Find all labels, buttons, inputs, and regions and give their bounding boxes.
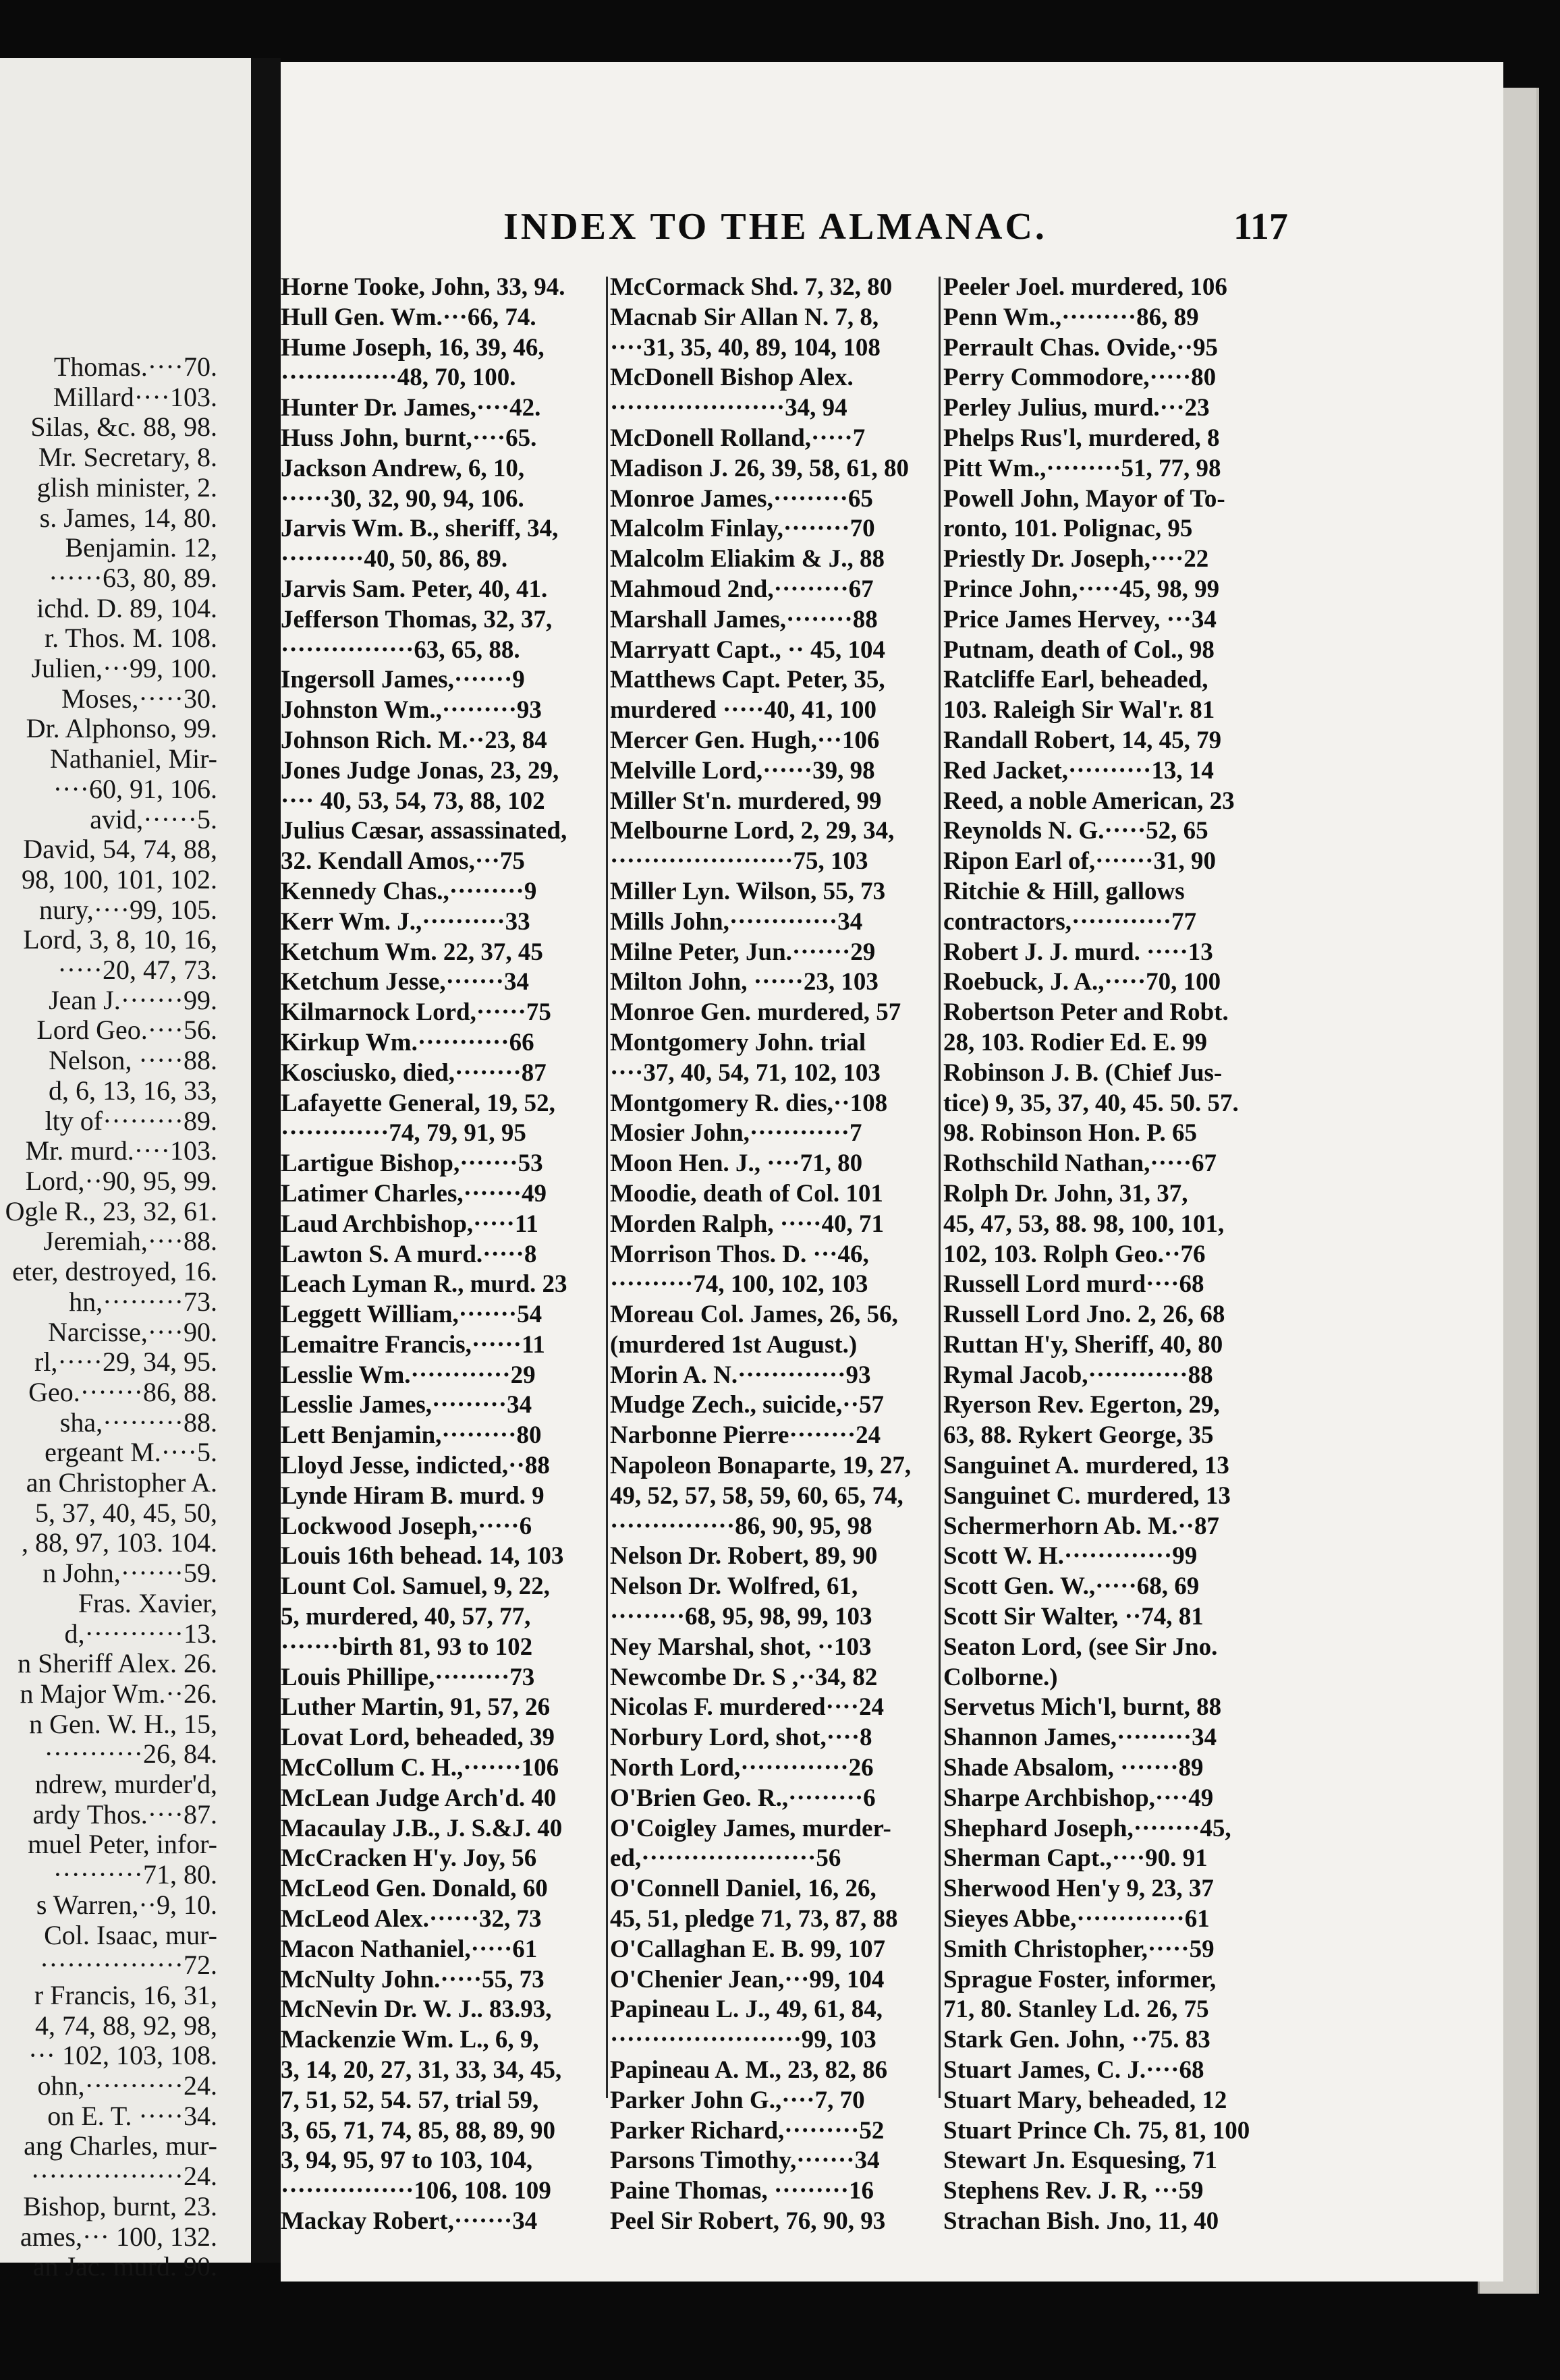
index-entry: Marryatt Capt., ·· 45, 104: [610, 635, 885, 664]
index-entry: O'Chenier Jean,···99, 104: [610, 1965, 885, 1993]
index-entry: Silas, &c. 88, 98.: [30, 412, 217, 443]
page-number: 117: [1233, 206, 1288, 248]
index-entry: Thomas.····70.: [53, 351, 217, 382]
index-entry: 45, 51, pledge 71, 73, 87, 88: [610, 1905, 898, 1933]
index-entry: s Warren,··9, 10.: [36, 1889, 217, 1920]
index-entry: Benjamin. 12,: [65, 532, 217, 563]
index-entry: Lynde Hiram B. murd. 9: [281, 1481, 545, 1510]
index-entry: Matthews Capt. Peter, 35,: [610, 666, 885, 694]
index-entry: Madison J. 26, 39, 58, 61, 80: [610, 454, 910, 482]
index-entry: David, 54, 74, 88,: [23, 834, 217, 865]
index-entry: Stuart Prince Ch. 75, 81, 100: [943, 2116, 1250, 2145]
index-entry: Ripon Earl of,·······31, 90: [943, 847, 1216, 876]
index-entry: Hull Gen. Wm.···66, 74.: [281, 303, 536, 331]
index-entry: Louis 16th behead. 14, 103: [281, 1542, 564, 1570]
index-entry: Milne Peter, Jun.·······29: [610, 938, 876, 966]
index-entry: Sprague Foster, informer,: [943, 1965, 1217, 1993]
index-entry: Stark Gen. John, ··75. 83: [943, 2026, 1210, 2054]
index-entry: Jefferson Thomas, 32, 37,: [281, 605, 553, 633]
index-entry: Perley Julius, murd.···23: [943, 394, 1210, 422]
index-entry: Ratcliffe Earl, beheaded,: [943, 666, 1208, 694]
index-entry: ····37, 40, 54, 71, 102, 103: [610, 1058, 881, 1087]
index-entry: Stewart Jn. Esquesing, 71: [943, 2147, 1218, 2175]
index-entry: n Gen. W. H., 15,: [29, 1708, 217, 1739]
index-entry: ed,·····················56: [610, 1844, 841, 1873]
index-entry: s. James, 14, 80.: [39, 502, 217, 533]
index-entry: ················63, 65, 88.: [281, 635, 520, 664]
index-entry: 102, 103. Rolph Geo.··76: [943, 1240, 1206, 1268]
index-entry: Morrison Thos. D. ···46,: [610, 1240, 869, 1268]
index-entry: 71, 80. Stanley Ld. 26, 75: [943, 1995, 1209, 2024]
index-entry: ergeant M.····5.: [45, 1437, 217, 1468]
index-entry: Perry Commodore,·····80: [943, 364, 1217, 392]
index-entry: ··· 102, 103, 108.: [28, 2040, 217, 2071]
index-entry: Malcolm Eliakim & J., 88: [610, 545, 885, 573]
index-entry: Monroe James,·········65: [610, 484, 873, 513]
left-page: [0, 58, 251, 2282]
index-entry: O'Callaghan E. B. 99, 107: [610, 1935, 886, 1963]
index-entry: Mackay Robert,·······34: [281, 2207, 538, 2235]
index-entry: 3, 14, 20, 27, 31, 33, 34, 45,: [281, 2056, 562, 2085]
index-entry: Kennedy Chas.,·········9: [281, 877, 537, 905]
index-entry: Milton John, ······23, 103: [610, 968, 879, 996]
index-entry: Lesslie Wm.············29: [281, 1361, 536, 1389]
index-entry: Norbury Lord, shot,····8: [610, 1724, 872, 1752]
index-entry: Rymal Jacob,············88: [943, 1361, 1213, 1389]
index-entry: Moses,·····30.: [61, 683, 217, 714]
book-gutter: [251, 58, 281, 2263]
index-entry: Red Jacket,··········13, 14: [943, 756, 1214, 785]
index-entry: Lartigue Bishop,·······53: [281, 1150, 543, 1178]
index-entry: Miller St'n. murdered, 99: [610, 787, 882, 815]
index-entry: Shephard Joseph,········45,: [943, 1814, 1231, 1842]
index-entry: Latimer Charles,·······49: [281, 1179, 547, 1208]
index-entry: Robertson Peter and Robt.: [943, 998, 1229, 1027]
index-entry: lty of·········89.: [45, 1105, 217, 1136]
index-entry: Servetus Mich'l, burnt, 88: [943, 1693, 1222, 1722]
index-entry: Nelson Dr. Wolfred, 61,: [610, 1572, 858, 1601]
index-entry: Priestly Dr. Joseph,····22: [943, 545, 1209, 573]
index-entry: Lemaitre Francis,······11: [281, 1330, 545, 1359]
index-entry: Mosier John,············7: [610, 1119, 862, 1148]
index-entry: Morden Ralph, ·····40, 71: [610, 1210, 885, 1238]
index-entry: Mackenzie Wm. L., 6, 9,: [281, 2026, 539, 2054]
index-entry: Lord Geo.····56.: [36, 1015, 217, 1046]
index-entry: Parker Richard,·········52: [610, 2116, 885, 2145]
index-entry: Mills John,·············34: [610, 907, 863, 936]
index-entry: ················106, 108. 109: [281, 2177, 551, 2205]
index-entry: Macnab Sir Allan N. 7, 8,: [610, 303, 879, 331]
index-entry: Napoleon Bonaparte, 19, 27,: [610, 1452, 912, 1480]
index-entry: Price James Hervey, ···34: [943, 605, 1217, 633]
index-entry: Kilmarnock Lord,······75: [281, 998, 551, 1027]
index-entry: Dr. Alphonso, 99.: [26, 713, 217, 744]
index-entry: eter, destroyed, 16.: [12, 1256, 217, 1287]
index-entry: McCollum C. H.,·······106: [281, 1754, 559, 1782]
index-entry: ···············86, 90, 95, 98: [610, 1512, 872, 1540]
index-entry: Lett Benjamin,·········80: [281, 1421, 542, 1450]
index-entry: Jarvis Sam. Peter, 40, 41.: [281, 575, 548, 603]
index-column-3: [943, 273, 1266, 2237]
index-entry: Moon Hen. J., ····71, 80: [610, 1150, 863, 1178]
index-entry: Sieyes Abbe,·············61: [943, 1905, 1210, 1933]
index-entry: Mr. murd.····103.: [25, 1135, 217, 1166]
index-entry: Schermerhorn Ab. M.··87: [943, 1512, 1220, 1540]
index-entry: avid,······5.: [90, 803, 217, 834]
index-column-1: [281, 273, 603, 2237]
index-entry: Ney Marshal, shot, ··103: [610, 1633, 872, 1661]
index-entry: Fras. Xavier,: [78, 1587, 217, 1618]
index-entry: Hunter Dr. James,····42.: [281, 394, 541, 422]
index-entry: Strachan Bish. Jno, 11, 40: [943, 2207, 1219, 2235]
index-entry: Stuart Mary, beheaded, 12: [943, 2086, 1227, 2114]
index-entry: Miller Lyn. Wilson, 55, 73: [610, 877, 886, 905]
index-entry: ·····20, 47, 73.: [57, 955, 217, 986]
index-entry: 28, 103. Rodier Ed. E. 99: [943, 1028, 1207, 1056]
index-entry: McCracken H'y. Joy, 56: [281, 1844, 537, 1873]
index-entry: Scott Gen. W.,·····68, 69: [943, 1572, 1200, 1601]
index-entry: Mr. Secretary, 8.: [38, 442, 217, 473]
index-entry: Ruttan H'y, Sheriff, 40, 80: [943, 1330, 1223, 1359]
index-entry: North Lord,·············26: [610, 1754, 874, 1782]
left-page-text: [5, 352, 217, 2282]
column-divider: [939, 277, 941, 2098]
index-entry: Ryerson Rev. Egerton, 29,: [943, 1391, 1220, 1419]
index-entry: rl,·····29, 34, 95.: [34, 1347, 217, 1378]
index-entry: McDonell Rolland,·····7: [610, 424, 866, 452]
index-entry: McNulty John.·····55, 73: [281, 1965, 545, 1993]
index-entry: ······63, 80, 89.: [49, 562, 217, 593]
index-entry: Mahmoud 2nd,·········67: [610, 575, 874, 603]
index-entry: Millard····103.: [53, 381, 217, 412]
index-entry: McLeod Alex.······32, 73: [281, 1905, 542, 1933]
index-entry: Lovat Lord, beheaded, 39: [281, 1724, 555, 1752]
index-entry: Huss John, burnt,····65.: [281, 424, 537, 452]
index-entry: Johnston Wm.,·········93: [281, 696, 542, 725]
index-entry: Ingersoll James,·······9: [281, 666, 525, 694]
index-entry: 98. Robinson Hon. P. 65: [943, 1119, 1197, 1148]
index-entry: Narbonne Pierre········24: [610, 1421, 881, 1450]
index-entry: Shade Absalom, ·······89: [943, 1754, 1204, 1782]
index-entry: Sanguinet A. murdered, 13: [943, 1452, 1229, 1480]
index-entry: r. Thos. M. 108.: [45, 623, 217, 654]
index-entry: Lord,··90, 95, 99.: [25, 1165, 217, 1196]
index-entry: Montgomery John. trial: [610, 1028, 866, 1056]
index-entry: Leach Lyman R., murd. 23: [281, 1270, 567, 1299]
index-entry: Seaton Lord, (see Sir Jno.: [943, 1633, 1218, 1661]
index-entry: 3, 65, 71, 74, 85, 88, 89, 90: [281, 2116, 555, 2145]
index-entry: 3, 94, 95, 97 to 103, 104,: [281, 2147, 533, 2175]
index-entry: 98, 100, 101, 102.: [22, 863, 217, 895]
index-entry: d, 6, 13, 16, 33,: [49, 1075, 217, 1106]
index-entry: n Major Wm.··26.: [20, 1678, 217, 1709]
index-entry: Peel Sir Robert, 76, 90, 93: [610, 2207, 886, 2235]
index-entry: ··········74, 100, 102, 103: [610, 1270, 868, 1299]
index-entry: 4, 74, 88, 92, 98,: [35, 2010, 217, 2041]
index-entry: McDonell Bishop Alex.: [610, 364, 854, 392]
index-entry: Colborne.): [943, 1663, 1058, 1691]
index-entry: , 88, 97, 103. 104.: [22, 1527, 217, 1558]
index-entry: 49, 52, 57, 58, 59, 60, 65, 74,: [610, 1481, 903, 1510]
index-entry: Rothschild Nathan,·····67: [943, 1150, 1217, 1178]
index-entry: an Christopher A.: [26, 1467, 217, 1498]
index-entry: ··········40, 50, 86, 89.: [281, 545, 508, 573]
index-entry: Phelps Rus'l, murdered, 8: [943, 424, 1220, 452]
index-entry: ····60, 91, 106.: [53, 773, 217, 804]
index-entry: Randall Robert, 14, 45, 79: [943, 726, 1222, 754]
index-entry: ······30, 32, 90, 94, 106.: [281, 484, 524, 513]
index-entry: Rolph Dr. John, 31, 37,: [943, 1179, 1188, 1208]
index-entry: ·······················99, 103: [610, 2026, 876, 2054]
index-entry: Prince John,·····45, 98, 99: [943, 575, 1220, 603]
index-entry: Jarvis Wm. B., sheriff, 34,: [281, 515, 559, 543]
index-entry: Ogle R., 23, 32, 61.: [5, 1195, 217, 1226]
index-entry: Nathaniel, Mir-: [49, 743, 217, 774]
index-entry: ardy Thos.····87.: [32, 1798, 217, 1830]
index-column-2: [610, 273, 935, 2237]
index-entry: Reed, a noble American, 23: [943, 787, 1235, 815]
index-entry: ·············74, 79, 91, 95: [281, 1119, 526, 1148]
index-entry: ······················75, 103: [610, 847, 868, 876]
index-entry: O'Coigley James, murder-: [610, 1814, 891, 1842]
index-entry: Jackson Andrew, 6, 10,: [281, 454, 525, 482]
index-entry: Sherman Capt.,····90. 91: [943, 1844, 1208, 1873]
index-entry: Reynolds N. G.·····52, 65: [943, 817, 1208, 845]
index-entry: Lord, 3, 8, 10, 16,: [23, 924, 217, 955]
index-entry: Pitt Wm.,·········51, 77, 98: [943, 454, 1221, 482]
index-entry: Leggett William,·······54: [281, 1301, 542, 1329]
index-entry: Luther Martin, 91, 57, 26: [281, 1693, 551, 1722]
index-entry: Louis Phillipe,·········73: [281, 1663, 535, 1691]
index-entry: ohn,···········24.: [37, 2070, 217, 2101]
index-entry: 32. Kendall Amos,···75: [281, 847, 525, 876]
index-entry: Ritchie & Hill, gallows: [943, 877, 1185, 905]
index-entry: Putnam, death of Col., 98: [943, 635, 1215, 664]
index-entry: on E. T. ·····34.: [47, 2100, 217, 2131]
index-entry: Moodie, death of Col. 101: [610, 1179, 883, 1208]
index-entry: muel Peter, infor-: [28, 1829, 217, 1860]
index-entry: Julius Cæsar, assassinated,: [281, 817, 567, 845]
index-entry: Lesslie James,·········34: [281, 1391, 532, 1419]
index-entry: Montgomery R. dies,··108: [610, 1089, 888, 1117]
index-entry: Shannon James,·········34: [943, 1724, 1217, 1752]
index-entry: ames,··· 100, 132.: [20, 2221, 217, 2252]
index-entry: n Sheriff Alex. 26.: [18, 1648, 217, 1679]
index-entry: murdered ·····40, 41, 100: [610, 696, 877, 725]
index-entry: Papineau A. M., 23, 82, 86: [610, 2056, 888, 2085]
index-entry: Kerr Wm. J.,··········33: [281, 907, 530, 936]
page-title: INDEX TO THE ALMANAC.: [503, 206, 1047, 248]
index-entry: ··········71, 80.: [53, 1859, 217, 1890]
index-entry: Geo.·······86, 88.: [28, 1376, 217, 1407]
index-entry: Stuart James, C. J.····68: [943, 2056, 1204, 2085]
index-entry: ···········26, 84.: [44, 1738, 217, 1769]
index-entry: McNevin Dr. W. J.. 83.93,: [281, 1995, 552, 2024]
index-entry: an Jac. murd. 90.: [32, 2251, 217, 2282]
index-entry: ·········68, 95, 98, 99, 103: [610, 1603, 872, 1631]
index-entry: ····31, 35, 40, 89, 104, 108: [610, 333, 881, 362]
index-entry: Sanguinet C. murdered, 13: [943, 1481, 1231, 1510]
index-entry: 5, murdered, 40, 57, 77,: [281, 1603, 531, 1631]
index-entry: tice) 9, 35, 37, 40, 45. 50. 57.: [943, 1089, 1239, 1117]
index-entry: ichd. D. 89, 104.: [36, 592, 217, 623]
index-entry: McLean Judge Arch'd. 40: [281, 1784, 557, 1812]
index-entry: McCormack Shd. 7, 32, 80: [610, 273, 893, 301]
index-entry: Lount Col. Samuel, 9, 22,: [281, 1572, 550, 1601]
index-entry: Ketchum Jesse,·······34: [281, 968, 529, 996]
index-entry: Melbourne Lord, 2, 29, 34,: [610, 817, 895, 845]
index-entry: ··············48, 70, 100.: [281, 364, 516, 392]
index-entry: Lawton S. A murd.·····8: [281, 1240, 537, 1268]
index-entry: Hume Joseph, 16, 39, 46,: [281, 333, 545, 362]
index-entry: Col. Isaac, mur-: [44, 1919, 217, 1950]
index-entry: Perrault Chas. Ovide,··95: [943, 333, 1218, 362]
index-entry: Julien,···99, 100.: [31, 653, 217, 684]
index-entry: McLeod Gen. Donald, 60: [281, 1875, 548, 1903]
index-entry: Parsons Timothy,·······34: [610, 2147, 880, 2175]
index-entry: ·····················34, 94: [610, 394, 847, 422]
index-entry: 5, 37, 40, 45, 50,: [35, 1497, 217, 1528]
index-entry: Jones Judge Jonas, 23, 29,: [281, 756, 559, 785]
index-entry: Kosciusko, died,········87: [281, 1058, 547, 1087]
index-entry: O'Connell Daniel, 16, 26,: [610, 1875, 876, 1903]
index-entry: Lockwood Joseph,·····6: [281, 1512, 532, 1540]
index-entry: (murdered 1st August.): [610, 1330, 858, 1359]
index-entry: Moreau Col. James, 26, 56,: [610, 1301, 898, 1329]
index-entry: Smith Christopher,·····59: [943, 1935, 1215, 1963]
index-entry: 7, 51, 52, 54. 57, trial 59,: [281, 2086, 539, 2114]
index-entry: ndrew, murder'd,: [34, 1769, 217, 1800]
index-entry: Paine Thomas, ·········16: [610, 2177, 874, 2205]
index-entry: Nicolas F. murdered····24: [610, 1693, 884, 1722]
index-entry: Marshall James,········88: [610, 605, 878, 633]
index-entry: r Francis, 16, 31,: [34, 1979, 217, 2010]
index-entry: sha,·········88.: [59, 1407, 217, 1438]
index-entry: n John,·······59.: [43, 1558, 217, 1589]
index-entry: ·······birth 81, 93 to 102: [281, 1633, 533, 1661]
index-entry: d,···········13.: [64, 1618, 217, 1649]
index-entry: Sherwood Hen'y 9, 23, 37: [943, 1875, 1214, 1903]
index-entry: Robinson J. B. (Chief Jus-: [943, 1058, 1223, 1087]
column-divider: [606, 277, 608, 2098]
index-entry: Scott Sir Walter, ··74, 81: [943, 1603, 1204, 1631]
index-entry: Narcisse,····90.: [48, 1316, 217, 1347]
index-entry: Russell Lord murd····68: [943, 1270, 1204, 1299]
index-entry: Lafayette General, 19, 52,: [281, 1089, 555, 1117]
index-entry: ·················24.: [30, 2161, 217, 2192]
index-entry: Peeler Joel. murdered, 106: [943, 273, 1227, 301]
index-page: [281, 62, 1503, 2282]
index-entry: Lloyd Jesse, indicted,··88: [281, 1452, 550, 1480]
index-entry: nury,····99, 105.: [38, 894, 217, 925]
index-entry: ronto, 101. Polignac, 95: [943, 515, 1193, 543]
index-entry: Newcombe Dr. S ,··34, 82: [610, 1663, 878, 1691]
index-entry: 103. Raleigh Sir Wal'r. 81: [943, 696, 1215, 725]
index-entry: Kirkup Wm.···········66: [281, 1028, 534, 1056]
index-entry: 63, 88. Rykert George, 35: [943, 1421, 1214, 1450]
index-entry: Johnson Rich. M.··23, 84: [281, 726, 547, 754]
index-entry: Mercer Gen. Hugh,···106: [610, 726, 880, 754]
index-entry: Powell John, Mayor of To-: [943, 484, 1225, 513]
index-entry: contractors,············77: [943, 907, 1197, 936]
index-entry: Sharpe Archbishop,····49: [943, 1784, 1214, 1812]
index-entry: Macaulay J.B., J. S.&J. 40: [281, 1814, 563, 1842]
index-entry: Laud Archbishop,·····11: [281, 1210, 538, 1238]
index-entry: Melville Lord,······39, 98: [610, 756, 875, 785]
index-entry: Jeremiah,····88.: [43, 1226, 217, 1257]
index-entry: Jean J.·······99.: [49, 984, 217, 1015]
index-entry: Nelson, ·····88.: [49, 1045, 217, 1076]
index-entry: Nelson Dr. Robert, 89, 90: [610, 1542, 878, 1570]
index-entry: Monroe Gen. murdered, 57: [610, 998, 901, 1027]
index-entry: Roebuck, J. A.,·····70, 100: [943, 968, 1221, 996]
index-entry: O'Brien Geo. R.,·········6: [610, 1784, 876, 1812]
index-entry: Bishop, burnt, 23.: [23, 2190, 217, 2221]
index-entry: hn,·········73.: [69, 1286, 217, 1317]
index-entry: Scott W. H.·············99: [943, 1542, 1198, 1570]
index-entry: Papineau L. J., 49, 61, 84,: [610, 1995, 883, 2024]
index-entry: Malcolm Finlay,········70: [610, 515, 875, 543]
index-entry: 45, 47, 53, 88. 98, 100, 101,: [943, 1210, 1225, 1238]
index-entry: Robert J. J. murd. ·····13: [943, 938, 1213, 966]
index-entry: Penn Wm.,·········86, 89: [943, 303, 1199, 331]
index-entry: ················72.: [39, 1950, 217, 1981]
index-entry: ···· 40, 53, 54, 73, 88, 102: [281, 787, 545, 815]
index-entry: glish minister, 2.: [36, 472, 217, 503]
index-entry: Stephens Rev. J. R, ···59: [943, 2177, 1204, 2205]
index-entry: Parker John G.,····7, 70: [610, 2086, 865, 2114]
index-entry: Ketchum Wm. 22, 37, 45: [281, 938, 543, 966]
index-entry: Russell Lord Jno. 2, 26, 68: [943, 1301, 1225, 1329]
index-entry: ang Charles, mur-: [24, 2130, 217, 2161]
index-entry: Macon Nathaniel,·····61: [281, 1935, 538, 1963]
index-entry: Morin A. N.·············93: [610, 1361, 871, 1389]
index-entry: Horne Tooke, John, 33, 94.: [281, 273, 565, 301]
index-entry: Mudge Zech., suicide,··57: [610, 1391, 884, 1419]
